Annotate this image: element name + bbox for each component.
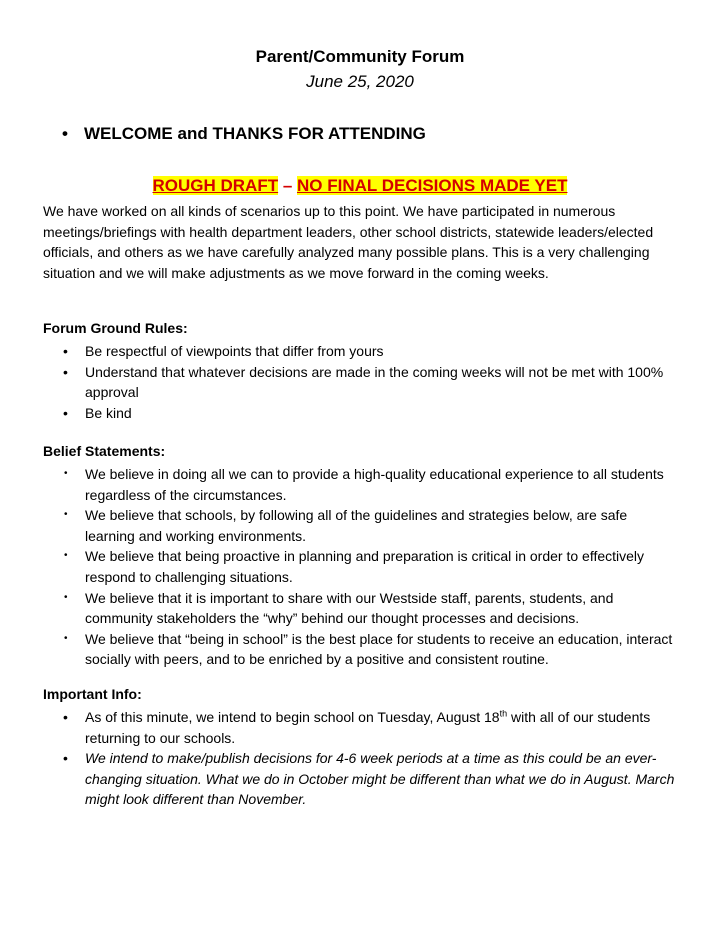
bullet-icon: • (64, 550, 68, 562)
bullet-icon: • (63, 709, 68, 725)
bullet-icon: • (64, 468, 68, 479)
bullet-icon: • (64, 591, 68, 603)
list-item: • We believe that being proactive in planning and preparation is critical in order to effectively respond to challenging situations. (64, 548, 645, 585)
draft-dash: – (278, 176, 298, 195)
bullet-icon: • (64, 632, 68, 644)
no-final-decisions-label: NO FINAL DECISIONS MADE YET (297, 176, 568, 195)
list-item: • Be respectful of viewpoints that differ from yours (60, 341, 680, 362)
welcome-line (62, 124, 426, 144)
list-item: • We believe that it is important to share with our Westside staff, parents, students, and community stakeholders the “why” behind our thought processes and decisions. (64, 589, 614, 627)
intro-paragraph: We have worked on all kinds of scenarios up to this point. We have participated in numerous meetings/briefings with health department leaders, other school districts, statewide leaders/elected officials, and others as we have carefully analyzed many possible plans. This is a very challenging situation and we will make adjustments as we move forward in the coming weeks. (43, 203, 654, 281)
important-info-list (60, 707, 680, 810)
belief-statements-list (60, 464, 680, 670)
ground-rules-heading: Forum Ground Rules: (43, 320, 188, 336)
belief-statements-heading: Belief Statements: (43, 443, 166, 459)
bullet-icon: • (63, 343, 68, 359)
list-item: • As of this minute, we intend to begin school on Tuesday, August 18th with all of our students returning to our schools. (63, 708, 651, 746)
list-item: • We believe that “being in school” is the best place for students to receive an education, interact socially with peers, and to be enriched by a positive and consistent routine. (64, 630, 673, 668)
list-item: • We intend to make/publish decisions for 4-6 week periods at a time as this could be an ever-changing situation. What we do in October might be different than what we do in August. March might look different than November. (63, 750, 675, 808)
list-item: • We believe that schools, by following all of the guidelines and strategies below, are safe learning and working environments. (64, 507, 628, 544)
list-item: • Be kind (60, 403, 680, 424)
bullet-icon: • (63, 404, 68, 421)
ground-rules-list (60, 341, 680, 423)
rough-draft-label: ROUGH DRAFT (152, 176, 279, 195)
page-title: Parent/Community Forum (255, 47, 465, 66)
bullet-icon: • (63, 750, 68, 767)
forum-date: June 25, 2020 (306, 72, 414, 91)
list-item: • Understand that whatever decisions are made in the coming weeks will not be met with 100% approval (63, 363, 664, 401)
important-info-heading: Important Info: (43, 686, 142, 702)
bullet-icon: • (64, 509, 68, 521)
rough-draft-banner (0, 176, 720, 196)
welcome-text: WELCOME and THANKS FOR ATTENDING (84, 124, 426, 143)
bullet-icon: • (63, 363, 68, 380)
list-item: • We believe in doing all we can to provide a high-quality educational experience to all students regardless of the circumstances. (64, 466, 664, 503)
bullet-icon: • (62, 124, 68, 143)
